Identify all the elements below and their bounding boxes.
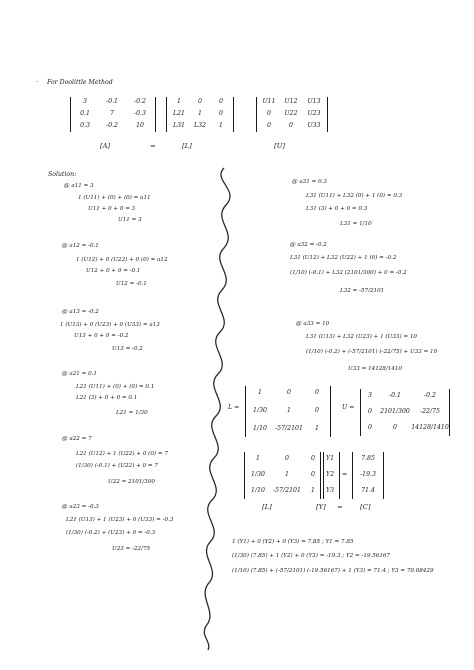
u-result-cell: 3 (368, 392, 372, 399)
matrix-l-cell: 1 (219, 122, 223, 130)
l-system-cell: 1 (311, 487, 315, 495)
step-a32-result: L32 = -57/2101 (340, 288, 385, 294)
step-a31-heading: @ a31 = 0.3 (292, 179, 327, 185)
step-a13-line: U13 + 0 + 0 = -0.2 (74, 333, 129, 339)
u-result-cell: 2101/300 (380, 408, 410, 416)
step-a21-line: L21 (U11) + (0) + (0) = 0.1 (76, 384, 155, 390)
u-result-cell: -0.2 (424, 392, 436, 399)
matrix-u-cell: U13 (307, 98, 321, 105)
label-l-system: [L] (262, 503, 272, 511)
u-result-cell: -0.1 (389, 392, 401, 399)
step-a31-result: L31 = 1/10 (340, 221, 372, 227)
step-a12-line: U12 + 0 + 0 = -0.1 (86, 268, 141, 274)
step-a33-heading: @ a33 = 10 (296, 321, 330, 327)
step-a22-line: L21 (U12) + 1 (U22) + 0 (0) = 7 (76, 451, 168, 457)
forward-sub-line-3: (1/10) (7.85) + (-57/2101) (-19.56167) + 1 (Y3) = 71.4 ; Y3 = 70.08429 (232, 568, 434, 574)
u-result-cell: 0 (393, 424, 397, 432)
c-cell: -19.3 (360, 471, 376, 479)
matrix-u-cell: U22 (284, 110, 298, 118)
matrix-l-cell: 1 (198, 110, 202, 118)
matrix-u-cell: U11 (262, 98, 276, 105)
matrix-u-cell: U33 (307, 122, 321, 130)
matrix-u-cell: 0 (267, 110, 271, 118)
step-a21-line: L21 (3) + 0 + 0 = 0.1 (76, 395, 138, 401)
step-a22-result: U22 = 2101/300 (108, 479, 155, 485)
l-system-cell: -57/2101 (273, 487, 301, 495)
label-y-system: [Y] (316, 503, 326, 511)
l-system-cell: 1/30 (251, 471, 265, 479)
matrix-a-cell: 3 (83, 98, 87, 105)
matrix-a-cell: 0.1 (80, 110, 90, 118)
matrix-a-cell: -0.3 (134, 110, 146, 118)
forward-sub-line-2: (1/30) (7.85) + 1 (Y2) + 0 (Y3) = -19.3 ; Y2 = -19.56167 (232, 553, 391, 559)
matrix-a-cell: -0.2 (106, 122, 118, 130)
step-a33-line: (1/10) (-0.2) + (-57/2101) (-22/75) + U33 = 10 (306, 349, 438, 355)
step-a11-line: 1 (U11) + (0) + (0) = a11 (78, 195, 151, 201)
matrix-u-cell: U12 (284, 98, 298, 105)
step-a21-heading: @ a21 = 0.1 (62, 371, 97, 377)
step-a13-result: U13 = -0.2 (112, 346, 143, 352)
l-system-cell: 1 (285, 471, 289, 479)
c-cell: 7.85 (361, 455, 375, 462)
matrix-u-cell: 0 (289, 122, 293, 130)
system-equals: = (342, 471, 348, 478)
matrix-l-cell: 0 (219, 98, 223, 105)
equals-sign: = (150, 142, 156, 150)
label-l: [L] (182, 142, 192, 150)
l-result-cell: 1 (315, 425, 319, 433)
step-a31-line: L31 (U11) + L32 (0) + 1 (0) = 0.3 (306, 193, 403, 199)
matrix-l-cell: L31 (173, 122, 185, 130)
step-a22-line: (1/30) (-0.1) + (U22) + 0 = 7 (76, 463, 158, 469)
l-result-cell: 0 (315, 407, 319, 415)
y-cell: Y1 (325, 455, 335, 462)
label-u: [U] (274, 142, 286, 150)
matrix-a-cell: 7 (110, 110, 114, 118)
vector-y (320, 452, 340, 499)
step-a11-heading: @ a11 = 3 (64, 183, 94, 189)
step-a21-result: L21 = 1/30 (116, 410, 148, 416)
matrix-a-cell: -0.1 (106, 98, 118, 105)
l-result-label: L = (228, 404, 240, 411)
l-system-cell: 1 (256, 455, 260, 462)
step-a13-line: 1 (U13) + 0 (U23) + 0 (U33) = a13 (60, 322, 160, 328)
l-system-cell: 0 (311, 471, 315, 479)
bullet-dot: · (36, 79, 38, 86)
step-a12-heading: @ a12 = -0.1 (62, 243, 99, 249)
u-result-cell: -22/75 (420, 408, 440, 416)
label-c-system: [C] (360, 503, 371, 511)
matrix-u-cell: U23 (307, 110, 321, 118)
l-result-cell: 1 (287, 407, 291, 415)
matrix-u-result (360, 389, 450, 436)
l-system-cell: 0 (311, 455, 315, 462)
vector-c (352, 452, 384, 499)
step-a11-line: U11 + 0 + 0 = 3 (88, 206, 136, 212)
forward-sub-line-1: 1 (Y1) + 0 (Y2) + 0 (Y3) = 7.85 ; Y1 = 7.85 (232, 539, 354, 545)
y-cell: Y2 (325, 471, 335, 479)
step-a32-heading: @ a32 = -0.2 (290, 242, 327, 248)
l-result-cell: 0 (315, 389, 319, 396)
step-a23-line: (1/30) (-0.2) + (U23) + 0 = -0.3 (66, 530, 156, 536)
step-a31-line: L31 (3) + 0 + 0 = 0.3 (306, 206, 368, 212)
matrix-l-cell: 1 (177, 98, 181, 105)
heading-text: For Doolittle Method (47, 79, 113, 86)
step-a32-line: (1/10) (-0.1) + L32 (2101/300) + 0 = -0.2 (290, 270, 407, 276)
label-a: [A] (100, 142, 111, 150)
step-a33-line: L31 (U13) + L32 (U23) + 1 (U33) = 10 (306, 334, 417, 340)
l-result-cell: 1 (258, 389, 262, 396)
l-result-cell: 0 (287, 389, 291, 396)
u-result-cell: 0 (368, 408, 372, 416)
matrix-l-cell: 0 (219, 110, 223, 118)
step-a23-result: U23 = -22/75 (112, 546, 151, 552)
matrix-a-cell: -0.2 (134, 98, 146, 105)
matrix-l-result (245, 386, 331, 437)
u-result-cell: 14128/1410 (411, 424, 449, 432)
matrix-l-cell: L21 (173, 110, 185, 118)
step-a33-result: U33 = 14128/1410 (348, 366, 402, 372)
matrix-u-cell: 0 (267, 122, 271, 130)
l-system-cell: 1/10 (251, 487, 265, 495)
step-a12-result: U12 = -0.1 (116, 281, 147, 287)
u-result-cell: 0 (368, 424, 372, 432)
c-cell: 71.4 (361, 487, 375, 495)
l-system-cell: 0 (285, 455, 289, 462)
step-a11-result: U11 = 3 (118, 217, 142, 223)
l-result-cell: 1/30 (253, 407, 267, 415)
step-a23-line: L21 (U13) + 1 (U23) + 0 (U33) = -0.3 (66, 517, 174, 523)
step-a12-line: 1 (U12) + 0 (U22) + 0 (0) = a12 (76, 257, 168, 263)
step-a32-line: L31 (U12) + L32 (U22) + 1 (0) = -0.2 (290, 255, 397, 261)
step-a23-heading: @ a23 = -0.3 (62, 504, 99, 510)
l-result-cell: -57/2101 (275, 425, 303, 433)
matrix-l-system (244, 452, 324, 499)
label-system-equals: = (337, 503, 343, 511)
step-a22-heading: @ a22 = 7 (62, 436, 92, 442)
matrix-a-cell: 0.3 (80, 122, 90, 130)
l-result-cell: 1/10 (253, 425, 267, 433)
matrix-l-cell: L32 (194, 122, 206, 130)
solution-label: Solution: (48, 171, 77, 178)
matrix-l-cell: 0 (198, 98, 202, 105)
step-a13-heading: @ a13 = -0.2 (62, 309, 99, 315)
u-result-label: U = (342, 404, 355, 411)
matrix-a-cell: 10 (136, 122, 144, 130)
y-cell: Y3 (325, 487, 335, 495)
